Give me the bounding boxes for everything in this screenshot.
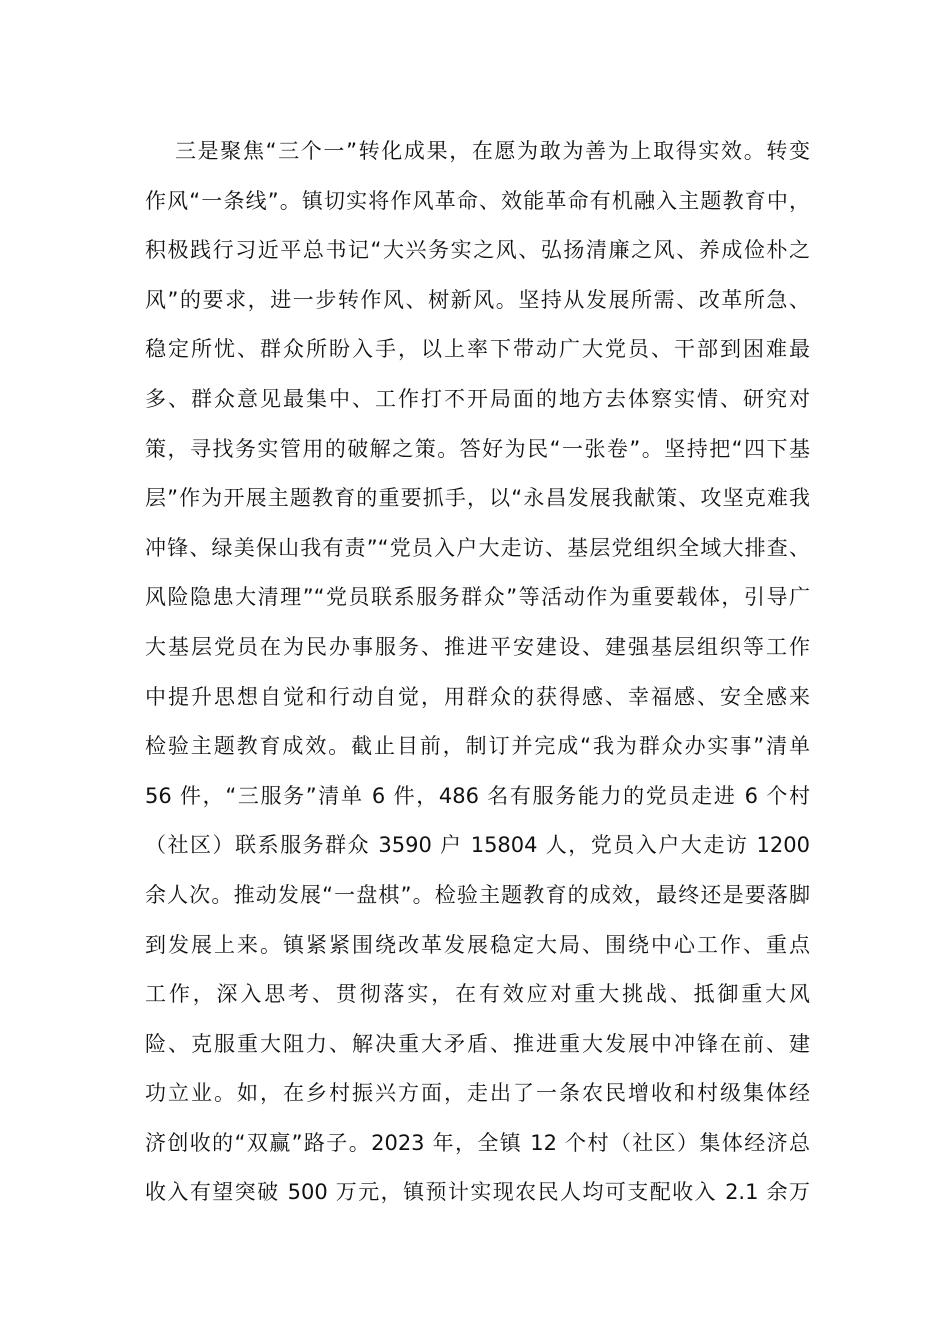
paragraph-line: 作风“一条线”。镇切实将作风革命、效能革命有机融入主题教育中，	[145, 188, 810, 213]
paragraph-line: 稳定所忧、群众所盼入手，以上率下带动广大党员、干部到困难最	[145, 337, 810, 362]
paragraph-line: 积极践行习近平总书记“大兴务实之风、弘扬清廉之风、养成俭朴之	[145, 238, 810, 263]
paragraph-line: 检验主题教育成效。截止目前，制订并完成“我为群众办实事”清单	[145, 734, 810, 759]
paragraph-line: 56 件，“三服务”清单 6 件，486 名有服务能力的党员走进 6 个村	[145, 783, 810, 808]
paragraph-line: 功立业。如，在乡村振兴方面，走出了一条农民增收和村级集体经	[145, 1081, 810, 1106]
paragraph-line: （社区）联系服务群众 3590 户 15804 人，党员入户大走访 1200	[145, 833, 810, 858]
paragraph-line: 风”的要求，进一步转作风、树新风。坚持从发展所需、改革所急、	[145, 287, 810, 312]
paragraph-line: 工作，深入思考、贯彻落实，在有效应对重大挑战、抵御重大风	[145, 982, 810, 1007]
paragraph-line: 层”作为开展主题教育的重要抓手，以“永昌发展我献策、攻坚克难我	[145, 486, 810, 511]
paragraph-line: 险、克服重大阻力、解决重大矛盾、推进重大发展中冲锋在前、建	[145, 1031, 810, 1056]
paragraph-line: 大基层党员在为民办事服务、推进平安建设、建强基层组织等工作	[145, 634, 810, 659]
paragraph-line: 多、群众意见最集中、工作打不开局面的地方去体察实情、研究对	[145, 386, 810, 411]
paragraph-line: 济创收的“双赢”路子。2023 年，全镇 12 个村（社区）集体经济总	[145, 1130, 810, 1155]
paragraph-line: 余人次。推动发展“一盘棋”。检验主题教育的成效，最终还是要落脚	[145, 882, 810, 907]
paragraph-line: 中提升思想自觉和行动自觉，用群众的获得感、幸福感、安全感来	[145, 684, 810, 709]
paragraph-line: 收入有望突破 500 万元，镇预计实现农民人均可支配收入 2.1 余万	[145, 1180, 810, 1205]
paragraph-line: 风险隐患大清理”“党员联系服务群众”等活动作为重要载体，引导广	[145, 585, 810, 610]
body-paragraph	[145, 127, 810, 1218]
paragraph-line: 三是聚焦“三个一”转化成果，在愿为敢为善为上取得实效。转变	[175, 139, 810, 163]
paragraph-line: 到发展上来。镇紧紧围绕改革发展稳定大局、围绕中心工作、重点	[145, 932, 810, 957]
paragraph-line: 冲锋、绿美保山我有责”“党员入户大走访、基层党组织全域大排查、	[145, 535, 810, 560]
paragraph-line: 策，寻找务实管用的破解之策。答好为民“一张卷”。坚持把“四下基	[145, 436, 810, 461]
